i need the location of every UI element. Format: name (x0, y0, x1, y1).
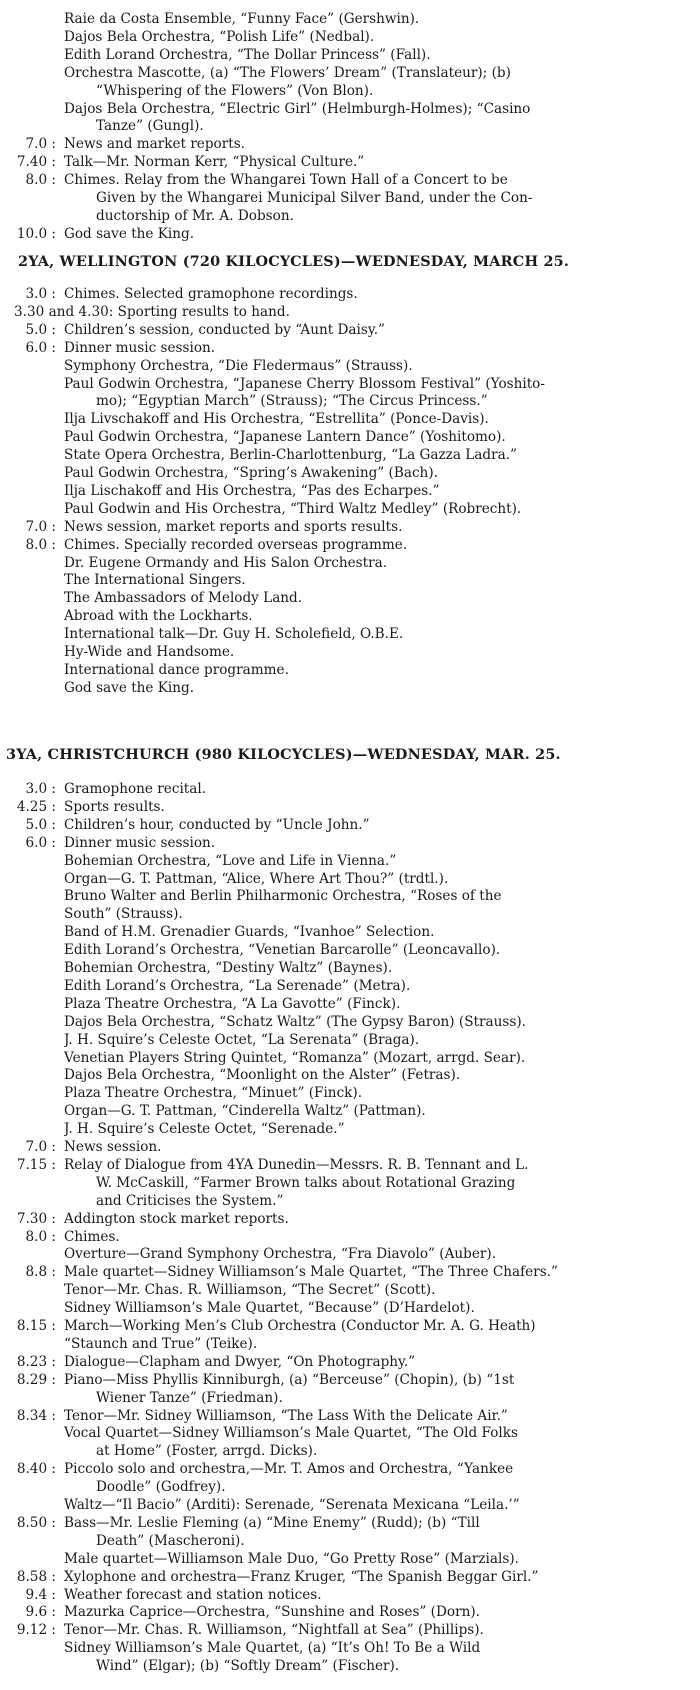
programme-line: Sidney Williamson’s Male Quartet, (a) “It’s Oh! To Be a Wild (64, 1640, 481, 1657)
programme-line: Children’s hour, conducted by “Uncle John.” (64, 816, 370, 833)
programme-line: Xylophone and orchestra—Franz Kruger, “The Spanish Beggar Girl.” (64, 1568, 539, 1585)
programme-line: Edith Lorand Orchestra, “The Dollar Princess” (Fall). (64, 46, 431, 63)
programme-line: Chimes. Relay from the Whangarei Town Hall of a Concert to be (64, 172, 508, 189)
programme-line: Hy-Wide and Handsome. (64, 644, 235, 660)
programme-line: Tenor—Mr. Chas. R. Williamson, “The Secret” (Scott). (64, 1282, 436, 1299)
time-label: 8.40 : (16, 1461, 56, 1478)
time-label: 8.0 : (25, 536, 56, 553)
programme-line: Bohemian Orchestra, “Destiny Waltz” (Baynes). (64, 960, 393, 976)
programme-line: and Criticises the System.” (96, 1192, 284, 1209)
time-label: 5.0 : (25, 321, 56, 338)
programme-line: Tenor—Mr. Sidney Williamson, “The Lass With the Delicate Air.” (64, 1407, 508, 1424)
programme-line: Dialogue—Clapham and Dwyer, “On Photography.” (64, 1353, 416, 1370)
time-label: 9.4 : (25, 1586, 56, 1603)
time-label: 9.6 : (25, 1604, 56, 1621)
programme-line: at Home” (Foster, arrgd. Dicks). (96, 1443, 318, 1460)
programme-line: Plaza Theatre Orchestra, “Minuet” (Finck). (64, 1085, 363, 1102)
programme-line: Dajos Bela Orchestra, “Polish Life” (Nedbal). (64, 28, 375, 45)
programme-line: Band of H.M. Grenadier Guards, “Ivanhoe” Selection. (64, 924, 435, 941)
programme-line: Chimes. (64, 1228, 120, 1245)
programme-line: Bohemian Orchestra, “Love and Life in Vienna.” (64, 852, 397, 869)
programme-line: Addington stock market reports. (64, 1210, 289, 1227)
programme-line: Weather forecast and station notices. (64, 1586, 322, 1603)
programme-line: Organ—G. T. Pattman, “Cinderella Waltz” (Pattman). (64, 1103, 426, 1120)
programme-line: International talk—Dr. Guy H. Scholefield, O.B.E. (64, 626, 404, 643)
time-label: 6.0 : (25, 339, 56, 356)
time-label: 8.8 : (25, 1264, 56, 1281)
programme-line: God save the King. (64, 679, 195, 696)
programme-line: Relay of Dialogue from 4YA Dunedin—Messrs. R. B. Tennant and L. (64, 1156, 529, 1173)
programme-line: Dajos Bela Orchestra, “Schatz Waltz” (The Gypsy Baron) (Strauss). (64, 1013, 526, 1030)
programme-line: Edith Lorand’s Orchestra, “La Serenade” (Metra). (64, 977, 411, 994)
programme-line: Sports results. (64, 798, 165, 815)
programme-line: Venetian Players String Quintet, “Romanza” (Mozart, arrgd. Sear). (64, 1049, 526, 1066)
programme-line: Plaza Theatre Orchestra, “A La Gavotte” (Finck). (64, 995, 401, 1012)
programme-line: Bruno Walter and Berlin Philharmonic Orchestra, “Roses of the (64, 888, 502, 905)
programme-line: Edith Lorand’s Orchestra, “Venetian Barcarolle” (Leoncavallo). (64, 942, 501, 959)
programme-line: International dance programme. (64, 661, 289, 678)
time-label: 8.50 : (16, 1514, 56, 1531)
programme-line: Ilja Livschakoff and His Orchestra, “Estrellita” (Ponce-Davis). (64, 411, 489, 428)
time-label: 8.29 : (16, 1371, 56, 1388)
time-label: 8.0 : (25, 172, 56, 189)
programme-line: Dinner music session. (64, 339, 216, 356)
programme-line: News and market reports. (64, 136, 245, 153)
programme-line: “Whispering of the Flowers” (Von Blon). (96, 82, 374, 99)
time-label: 10.0 : (16, 225, 56, 242)
programme-line: Bass—Mr. Leslie Fleming (a) “Mine Enemy” (Rudd); (b) “Till (64, 1514, 480, 1531)
programme-line: Paul Godwin Orchestra, “Spring’s Awakening” (Bach). (64, 465, 438, 481)
programme-line: Death” (Mascheroni). (96, 1532, 245, 1549)
time-label: 7.0 : (25, 136, 56, 153)
time-label: 8.15 : (16, 1318, 56, 1334)
programme-line: The International Singers. (64, 572, 246, 589)
programme-line: Ilja Lischakoff and His Orchestra, “Pas des Echarpes.” (64, 482, 440, 499)
programme-line: J. H. Squire’s Celeste Octet, “Serenade.” (64, 1121, 345, 1138)
programme-line: Orchestra Mascotte, (a) “The Flowers’ Dream” (Translateur); (b) (64, 64, 511, 81)
time-label: 7.0 : (25, 518, 56, 535)
programme-line: Paul Godwin Orchestra, “Japanese Cherry Blossom Festival” (Yoshito- (64, 375, 545, 392)
time-label: 8.58 : (16, 1568, 56, 1585)
time-label: 4.25 : (16, 798, 56, 815)
heading-3ya-christchurch: 3YA, CHRISTCHURCH (980 KILOCYCLES)—WEDNESDAY, MAR. 25. (6, 746, 561, 763)
programme-line: Doodle” (Godfrey). (96, 1479, 226, 1496)
programme-line: ductorship of Mr. A. Dobson. (96, 207, 294, 224)
programme-line: Given by the Whangarei Municipal Silver Band, under the Con- (96, 190, 533, 206)
time-label: 3.0 : (25, 781, 56, 797)
programme-line: The Ambassadors of Melody Land. (64, 590, 303, 607)
programme-line: News session. (64, 1139, 162, 1155)
time-label: 5.0 : (25, 816, 56, 833)
programme-line: Children’s session, conducted by “Aunt Daisy.” (64, 321, 386, 338)
time-label: 8.0 : (25, 1228, 56, 1245)
programme-line: W. McCaskill, “Farmer Brown talks about Rotational Grazing (96, 1174, 516, 1191)
programme-line: Dinner music session. (64, 834, 216, 851)
programme-line: Symphony Orchestra, “Die Fledermaus” (Strauss). (64, 357, 413, 374)
programme-line: 3.30 and 4.30: Sporting results to hand. (14, 303, 290, 320)
programme-line: Chimes. Selected gramophone recordings. (64, 286, 358, 302)
programme-line: Talk—Mr. Norman Kerr, “Physical Culture.” (64, 154, 365, 171)
programme-line: “Staunch and True” (Teike). (64, 1335, 258, 1352)
programme-line: mo); “Egyptian March” (Strauss); “The Circus Princess.” (96, 393, 488, 410)
programme-line: Organ—G. T. Pattman, “Alice, Where Art Thou?” (trdtl.). (64, 870, 449, 887)
time-label: 7.15 : (16, 1156, 56, 1173)
programme-line: Wind” (Elgar); (b) “Softly Dream” (Fischer). (96, 1658, 400, 1675)
programme-line: Gramophone recital. (64, 781, 207, 797)
programme-line: God save the King. (64, 225, 195, 242)
programme-line: Tenor—Mr. Chas. R. Williamson, “Nightfall at Sea” (Phillips). (64, 1622, 484, 1639)
programme-line: J. H. Squire’s Celeste Octet, “La Serenata” (Braga). (64, 1031, 420, 1048)
time-label: 3.0 : (25, 286, 56, 302)
programme-line: Paul Godwin Orchestra, “Japanese Lantern Dance” (Yoshitomo). (64, 429, 506, 446)
time-label: 7.30 : (16, 1210, 56, 1227)
programme-line: Chimes. Specially recorded overseas programme. (64, 536, 408, 553)
programme-line: Vocal Quartet—Sidney Williamson’s Male Quartet, “The Old Folks (64, 1425, 518, 1442)
programme-line: Waltz—“Il Bacio” (Arditi): Serenade, “Serenata Mexicana “Leila.’” (64, 1497, 520, 1513)
time-label: 7.0 : (25, 1139, 56, 1155)
programme-line: Sidney Williamson’s Male Quartet, “Because” (D’Hardelot). (64, 1300, 475, 1317)
programme-line: Dajos Bela Orchestra, “Moonlight on the Alster” (Fetras). (64, 1067, 461, 1084)
programme-line: News session, market reports and sports results. (64, 518, 403, 535)
programme-line: Male quartet—Sidney Williamson’s Male Quartet, “The Three Chafers.” (64, 1264, 558, 1281)
programme-line: Piano—Miss Phyllis Kinniburgh, (a) “Berceuse” (Chopin), (b) “1st (64, 1371, 515, 1388)
programme-line: Paul Godwin and His Orchestra, “Third Waltz Medley” (Robrecht). (64, 500, 522, 517)
programme-line: Dajos Bela Orchestra, “Electric Girl” (Helmburgh-Holmes); “Casino (64, 100, 531, 117)
time-label: 8.34 : (16, 1407, 56, 1424)
programme-line: Piccolo solo and orchestra,—Mr. T. Amos and Orchestra, “Yankee (64, 1461, 514, 1478)
programme-line: Tanze” (Gungl). (96, 118, 204, 135)
programme-line: Raie da Costa Ensemble, “Funny Face” (Gershwin). (64, 11, 420, 27)
programme-line: South” (Strauss). (64, 906, 183, 923)
programme-line: March—Working Men’s Club Orchestra (Conductor Mr. A. G. Heath) (64, 1318, 536, 1334)
time-label: 6.0 : (25, 834, 56, 851)
programme-line: Wiener Tanze” (Friedman). (96, 1389, 283, 1406)
programme-line: Abroad with the Lockharts. (64, 608, 253, 625)
programme-line: Mazurka Caprice—Orchestra, “Sunshine and Roses” (Dorn). (64, 1604, 480, 1621)
programme-line: Dr. Eugene Ormandy and His Salon Orchestra. (64, 554, 388, 571)
time-label: 8.23 : (16, 1353, 56, 1370)
heading-2ya-wellington: 2YA, WELLINGTON (720 KILOCYCLES)—WEDNESDAY, MARCH 25. (18, 253, 570, 270)
programme-line: Overture—Grand Symphony Orchestra, “Fra Diavolo” (Auber). (64, 1246, 497, 1263)
time-label: 9.12 : (16, 1622, 56, 1639)
programme-line: State Opera Orchestra, Berlin-Charlottenburg, “La Gazza Ladra.” (64, 447, 517, 464)
programme-line: Male quartet—Williamson Male Duo, “Go Pretty Rose” (Marzials). (64, 1550, 519, 1567)
time-label: 7.40 : (16, 154, 56, 171)
